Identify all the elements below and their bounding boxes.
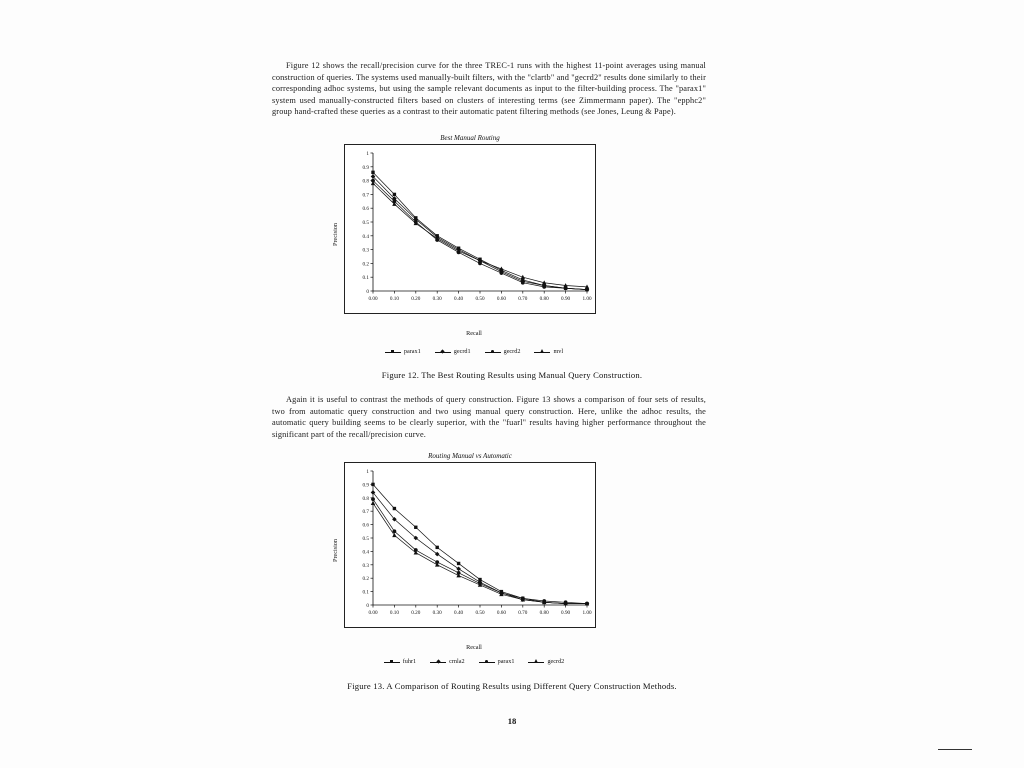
legend-entry (534, 348, 563, 355)
svg-text:0.30: 0.30 (432, 296, 442, 302)
svg-text:1: 1 (366, 151, 369, 157)
svg-text:0.60: 0.60 (496, 296, 506, 302)
legend-label: fuhr1 (402, 658, 417, 665)
svg-text:0.90: 0.90 (561, 610, 571, 616)
legend-marker-circle-icon (479, 659, 495, 665)
corner-rule (938, 749, 972, 750)
svg-text:0.9: 0.9 (362, 164, 369, 171)
figure-12 (330, 134, 610, 364)
figure-12-title: Best Manual Routing (440, 134, 500, 142)
svg-text:0.90: 0.90 (561, 296, 571, 302)
legend-label: parax1 (403, 348, 421, 355)
figure-13-x-axis-label: Recall (466, 644, 482, 651)
svg-text:0.10: 0.10 (389, 296, 399, 302)
legend-label: parax1 (497, 658, 515, 665)
svg-text:0: 0 (366, 603, 369, 609)
svg-text:0.10: 0.10 (389, 610, 399, 616)
legend-marker-circle-icon (485, 349, 501, 355)
svg-text:0.50: 0.50 (475, 610, 485, 616)
legend-entry (435, 348, 471, 355)
legend-entry (485, 348, 521, 355)
svg-text:0.70: 0.70 (518, 296, 528, 302)
page-number: 18 (507, 716, 517, 726)
svg-text:0.3: 0.3 (362, 247, 369, 254)
svg-text:0.1: 0.1 (362, 275, 369, 282)
svg-text:0.80: 0.80 (539, 296, 549, 302)
svg-text:0.4: 0.4 (362, 233, 369, 240)
legend-entry (479, 658, 515, 665)
figure-12-y-axis-label: Precision (332, 222, 339, 246)
svg-text:0.80: 0.80 (539, 610, 549, 616)
svg-text:0.3: 0.3 (362, 562, 369, 569)
legend-label: gecrd1 (453, 348, 471, 355)
legend-entry (384, 658, 416, 665)
svg-text:0.70: 0.70 (518, 610, 528, 616)
figure-12-x-axis-label: Recall (466, 330, 482, 337)
svg-text:0.7: 0.7 (362, 192, 369, 199)
svg-text:1.00: 1.00 (582, 610, 592, 616)
svg-text:0.00: 0.00 (368, 296, 378, 302)
figure-12-caption: Figure 12. The Best Routing Results using Manual Query Construction. (381, 370, 643, 380)
svg-text:0.1: 0.1 (362, 589, 369, 596)
svg-text:0.8: 0.8 (362, 178, 369, 185)
svg-text:0.40: 0.40 (454, 296, 464, 302)
legend-label: gecrd2 (547, 658, 565, 665)
legend-entry (528, 658, 564, 665)
svg-text:1: 1 (366, 469, 369, 475)
figure-13-plot-area (344, 462, 596, 628)
legend-label: gecrd2 (503, 348, 521, 355)
legend-marker-square-icon (385, 349, 401, 355)
figure-13 (330, 452, 610, 674)
svg-text:0.5: 0.5 (362, 536, 369, 542)
svg-text:0.7: 0.7 (362, 509, 369, 516)
legend-marker-diamond-icon (435, 349, 451, 355)
figure-13-caption: Figure 13. A Comparison of Routing Results using Different Query Construction Methods. (347, 681, 677, 691)
svg-text:0.2: 0.2 (362, 261, 369, 268)
svg-text:0.6: 0.6 (362, 522, 369, 529)
svg-text:0.40: 0.40 (454, 610, 464, 616)
figure-13-legend (334, 658, 614, 665)
figure-13-title: Routing Manual vs Automatic (428, 452, 512, 460)
figure-12-plot-area (344, 144, 596, 314)
svg-text:0.4: 0.4 (362, 549, 369, 556)
svg-text:1.00: 1.00 (582, 296, 592, 302)
paragraph-figure12-intro: Figure 12 shows the recall/precision curve for the three TREC-1 runs with the highest 11-point averages using manual construction of queries. The systems used manually-built filters, with the "clartb" and "gecrd2" results done similarly to their corresponding adhoc systems, but using the sample relevant documents as input to the filter-building process. The "parax1" system used manually-constructed filters based on clusters of interesting terms (see Zimmermann paper). The "epphc2" group hand-crafted these queries as a contrast to their automatic patent filtering methods (see Jones, Leung & Pape). (272, 61, 706, 116)
legend-label: mvl (553, 348, 564, 355)
svg-text:0.8: 0.8 (362, 495, 369, 502)
figure-12-legend (334, 348, 614, 355)
svg-text:0: 0 (366, 289, 369, 295)
svg-text:0.00: 0.00 (368, 610, 378, 616)
svg-text:0.30: 0.30 (432, 610, 442, 616)
svg-text:0.2: 0.2 (362, 576, 369, 583)
legend-marker-diamond-icon (430, 659, 446, 665)
svg-text:0.9: 0.9 (362, 482, 369, 489)
svg-text:0.60: 0.60 (496, 610, 506, 616)
legend-entry (385, 348, 421, 355)
svg-text:0.6: 0.6 (362, 206, 369, 213)
legend-entry (430, 658, 464, 665)
paragraph-figure13-intro: Again it is useful to contrast the methods of query construction. Figure 13 shows a comparison of four sets of results, two from automatic query construction and two using manual query construction. Here, unlike the adhoc results, the automatic query building seems to be clearly superior, with the "fuarl" results having higher performance throughout the significant part of the recall/precision curve. (272, 395, 706, 439)
legend-marker-square-icon (384, 659, 400, 665)
svg-text:0.20: 0.20 (411, 296, 421, 302)
legend-label: crnla2 (449, 658, 465, 665)
legend-marker-triangle-icon (534, 349, 550, 355)
svg-text:0.50: 0.50 (475, 296, 485, 302)
svg-text:0.20: 0.20 (411, 610, 421, 616)
legend-marker-triangle-icon (528, 659, 544, 665)
svg-text:0.5: 0.5 (362, 220, 369, 226)
figure-13-y-axis-label: Precision (332, 538, 339, 562)
